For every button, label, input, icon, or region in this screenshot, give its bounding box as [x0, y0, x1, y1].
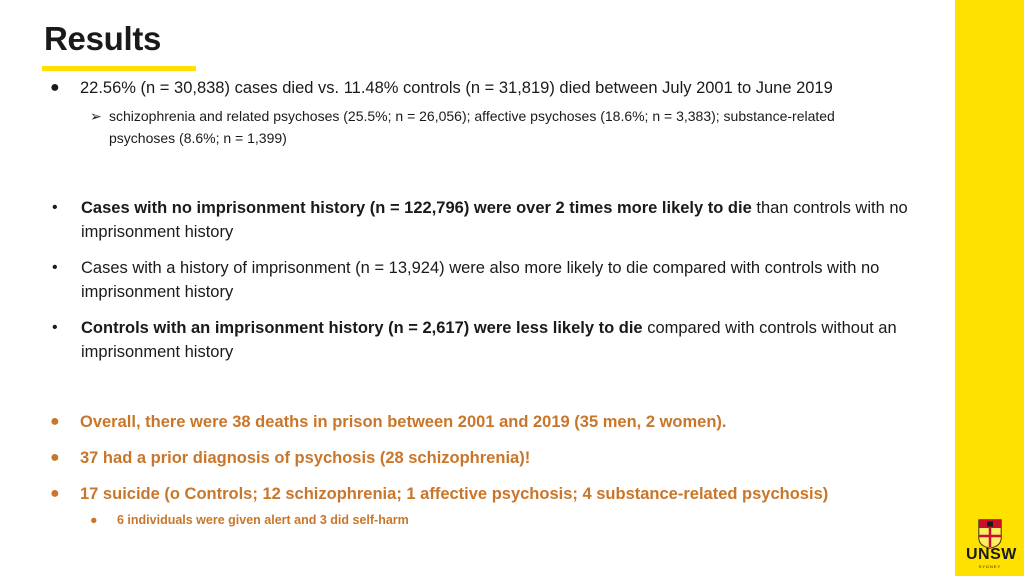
bullet-mortality-summary: 22.56% (n = 30,838) cases died vs. 11.48% controls (n = 31,819) died between July 2001 to June 2019 — [80, 79, 833, 97]
bullet-cases-imprisonment-line2: imprisonment history — [81, 283, 234, 301]
regular-text: compared with controls without an — [642, 319, 897, 337]
arrow-bullet-icon: ➢ — [90, 108, 102, 124]
bold-text: Cases with no imprisonment history (n = 122,796) were over 2 times more likely to die — [81, 199, 752, 217]
bullet-dot-icon: • — [52, 199, 58, 216]
bullet-dot-icon: ● — [50, 449, 60, 466]
regular-text: than controls with no — [751, 199, 908, 217]
bullet-psychosis-diagnosis: 37 had a prior diagnosis of psychosis (28 schizophrenia)! — [80, 449, 531, 467]
bullet-dot-icon: ● — [50, 79, 60, 96]
page-title: Results — [44, 20, 162, 57]
bullet-cases-imprisonment: Cases with a history of imprisonment (n = 13,924) were also more likely to die compared with controls with no — [81, 259, 880, 277]
bullet-prison-deaths: Overall, there were 38 deaths in prison between 2001 and 2019 (35 men, 2 women). — [80, 413, 727, 431]
bullet-cases-no-imprisonment-line2: imprisonment history — [81, 223, 234, 241]
unsw-logo-subtext: SYDNEY — [978, 564, 1002, 569]
unsw-logo-text: UNSW — [966, 546, 1017, 563]
bullet-cases-no-imprisonment — [81, 196, 908, 220]
bullet-dot-icon: ● — [50, 485, 60, 502]
bullet-controls-imprisonment-line2: imprisonment history — [81, 343, 234, 361]
bold-text: Controls with an imprisonment history (n = 2,617) were less likely to die — [81, 319, 643, 337]
bullet-dot-icon: ● — [90, 513, 98, 527]
sub-bullet-psychoses-line2: psychoses (8.6%; n = 1,399) — [109, 130, 287, 146]
title-underline — [42, 66, 196, 71]
bullet-suicide: 17 suicide (o Controls; 12 schizophrenia; 1 affective psychosis; 4 substance-related psychosis) — [80, 485, 829, 503]
sub-bullet-alert-self-harm: 6 individuals were given alert and 3 did self-harm — [117, 513, 409, 527]
sub-bullet-psychoses-line1: schizophrenia and related psychoses (25.5%; n = 26,056); affective psychoses (18.6%; n = 3,383); substance-related — [109, 108, 835, 124]
bullet-dot-icon: • — [52, 319, 58, 336]
bullet-controls-imprisonment — [81, 316, 897, 340]
yellow-side-band — [955, 0, 1024, 576]
bullet-dot-icon: ● — [50, 413, 60, 430]
bullet-dot-icon: • — [52, 259, 58, 276]
